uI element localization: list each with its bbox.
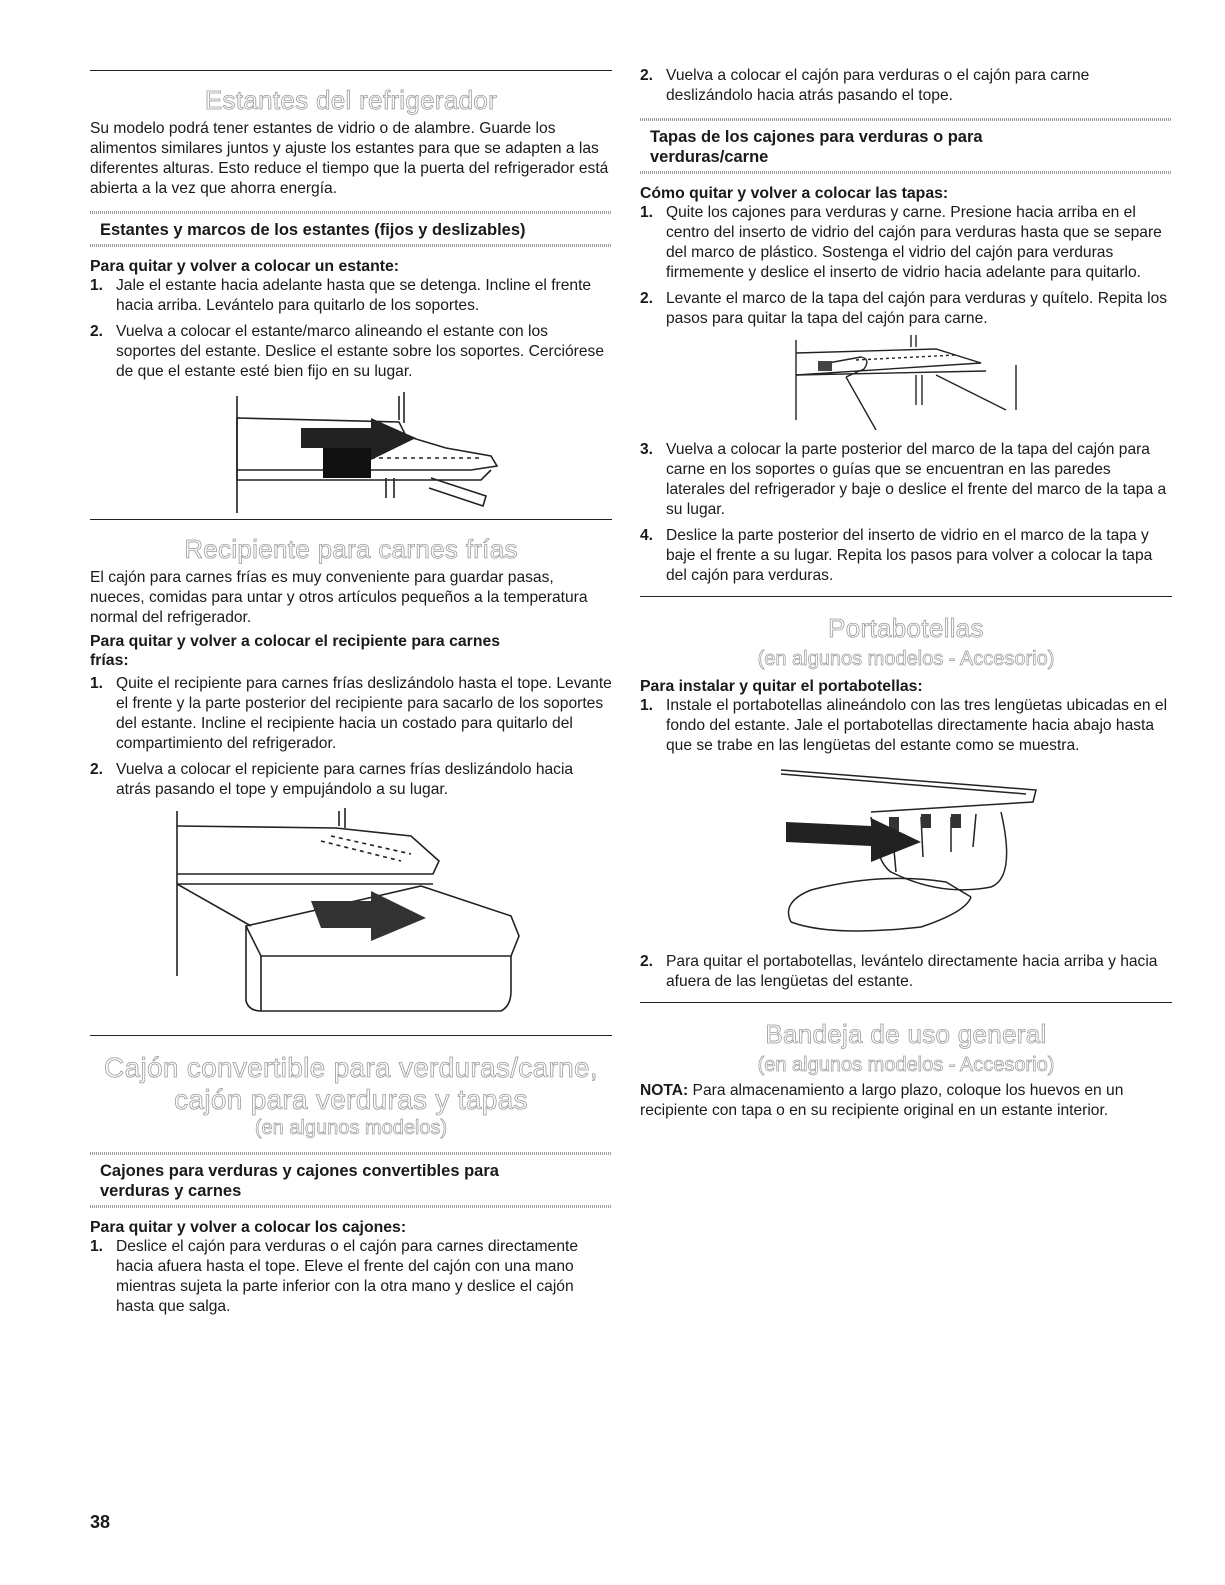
section-title-meat-pan: Recipiente para carnes frías <box>184 534 518 564</box>
crisper-subhead: Cajones para verduras y cajones convertibles para verduras y carnes <box>100 1162 499 1200</box>
shelf-removal-illustration <box>201 388 501 513</box>
section-subtitle-utility-bin: (en algunos modelos - Accesorio) <box>757 1054 1055 1076</box>
section-title-utility-bin: Bandeja de uso general <box>765 1019 1047 1049</box>
bottle-holder-illustration <box>771 762 1041 942</box>
list-item: 2. Para quitar el portabotellas, levántelo directamente hacia arriba y hacia afuera de las lengüetas del estante. <box>640 953 1158 990</box>
shelves-instruction-heading: Para quitar y volver a colocar un estante: <box>90 258 400 275</box>
section-subtitle-crisper: (en algunos modelos) <box>254 1117 448 1139</box>
note-label: NOTA: <box>640 1082 689 1099</box>
section-title-bottle-holder: Portabotellas <box>828 613 984 643</box>
page-number: 38 <box>90 1512 111 1532</box>
shelves-body: Su modelo podrá tener estantes de vidrio o de alambre. Guarde los alimentos similares juntos y ajuste los estantes para que se adapten a las diferentes alturas. Esto reduce el tiempo que la puerta del refrigerador está abierta a la vez que ahorra energía. <box>90 120 609 197</box>
crisper-steps-continued <box>640 66 1172 106</box>
covers-instruction-heading: Cómo quitar y volver a colocar las tapas: <box>640 185 949 202</box>
list-item: 1. Quite los cajones para verduras y carne. Presione hacia arriba en el centro del inserto de vidrio del cajón para verduras hasta que se separe del marco de plástico. Sostenga el vidrio del cajón para verduras firmemente y deslice el inserto de vidrio hacia adelante para quitarlo. <box>640 204 1162 281</box>
section-title-shelves: Estantes del refrigerador <box>204 85 498 115</box>
left-column <box>90 0 612 1323</box>
list-item: 2. Levante el marco de la tapa del cajón para verduras y quítelo. Repita los pasos para quitar la tapa del cajón para carne. <box>640 290 1168 327</box>
section-subtitle-bottle-holder: (en algunos modelos - Accesorio) <box>757 648 1055 670</box>
covers-steps <box>640 203 1172 329</box>
note-text: Para almacenamiento a largo plazo, coloque los huevos en un recipiente con tapa o en su recipiente original en un estante interior. <box>640 1082 1124 1119</box>
crisper-steps <box>90 1237 612 1317</box>
covers-steps-continued <box>640 440 1172 586</box>
shelves-subhead: Estantes y marcos de los estantes (fijos y deslizables) <box>100 221 526 239</box>
cover-removal-illustration <box>786 335 1026 430</box>
list-item: 1. Quite el recipiente para carnes frías deslizándolo hasta el tope. Levante el frente y la parte posterior del recipiente para sacarlo de los soportes del estante. Incline el recipiente hacia un costado para quitarlo del compartimiento del refrigerador. <box>90 675 612 752</box>
bottle-holder-instruction-heading: Para instalar y quitar el portabotellas: <box>640 678 923 695</box>
meat-pan-illustration <box>171 806 531 1021</box>
section-title-crisper-line2: cajón para verduras y tapas <box>174 1084 528 1115</box>
list-item: 2. Vuelva a colocar el cajón para verduras o el cajón para carne deslizándolo hacia atrás pasando el tope. <box>640 67 1090 104</box>
bottle-holder-steps-continued <box>640 952 1172 992</box>
bottle-holder-steps <box>640 696 1172 756</box>
meat-pan-instruction-heading: Para quitar y volver a colocar el recipiente para carnes frías: <box>90 633 501 669</box>
list-item: 2. Vuelva a colocar el repiciente para carnes frías deslizándolo hacia atrás pasando el tope y empujándolo a su lugar. <box>90 761 574 798</box>
section-title-crisper: Cajón convertible para verduras/carne, <box>104 1052 598 1083</box>
crisper-instruction-heading: Para quitar y volver a colocar los cajones: <box>90 1219 407 1236</box>
list-item: 1. Jale el estante hacia adelante hasta que se detenga. Incline el frente hacia arriba. Levántelo para quitarlo de los soportes. <box>90 277 592 314</box>
list-item: 1. Instale el portabotellas alineándolo con las tres lengüetas ubicadas en el fondo del estante. Jale el portabotellas directamente hacia abajo hasta que se trabe en las lengüetas del estante como se muestra. <box>640 697 1168 754</box>
utility-bin-note <box>640 1081 1172 1121</box>
meat-pan-steps <box>90 674 612 800</box>
list-item: 1. Deslice el cajón para verduras o el cajón para carnes directamente hacia afuera hasta el tope. Eleve el frente del cajón con una mano mientras sujeta la parte inferior con la otra mano y deslice el cajón hasta que salga. <box>90 1238 578 1315</box>
meat-pan-body: El cajón para carnes frías es muy conveniente para guardar pasas, nueces, comidas para untar y otros artículos pequeños a la temperatura normal del refrigerador. <box>90 569 588 626</box>
list-item: 4. Deslice la parte posterior del inserto de vidrio en el marco de la tapa y baje el frente a su lugar. Repita los pasos para volver a colocar la tapa del cajón para verduras. <box>640 527 1153 584</box>
covers-subhead: Tapas de los cajones para verduras o para verduras/carne <box>650 128 983 166</box>
shelves-steps <box>90 276 612 382</box>
list-item: 2. Vuelva a colocar el estante/marco alineando el estante con los soportes del estante. Deslice el estante sobre los soportes. Cerciórese de que el estante esté bien fijo en su lugar. <box>90 323 604 380</box>
list-item: 3. Vuelva a colocar la parte posterior del marco de la tapa del cajón para carne en los soportes o guías que se encuentran en las paredes laterales del refrigerador y baje o deslice el frente del marco de la tapa a su lugar. <box>640 441 1167 518</box>
right-column <box>640 0 1172 1121</box>
